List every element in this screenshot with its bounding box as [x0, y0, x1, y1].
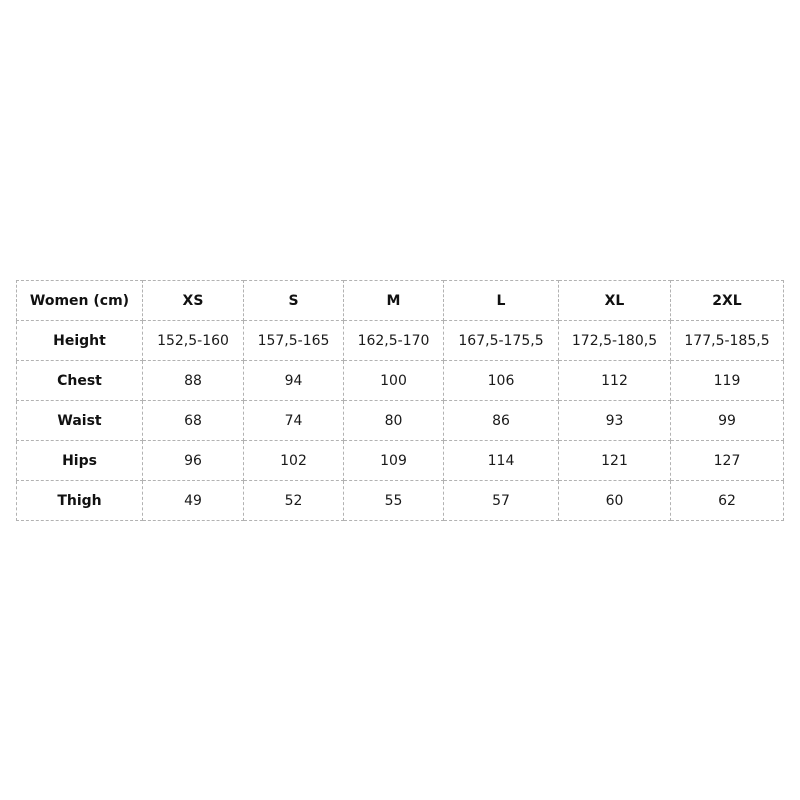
- row-label-hips: Hips: [17, 441, 143, 481]
- table-cell: 68: [143, 401, 244, 441]
- row-label-height: Height: [17, 321, 143, 361]
- table-cell: 62: [671, 481, 784, 521]
- table-cell: 109: [344, 441, 444, 481]
- table-cell: 93: [559, 401, 671, 441]
- table-cell: 55: [344, 481, 444, 521]
- column-header-2xl: 2XL: [671, 281, 784, 321]
- table-cell: 100: [344, 361, 444, 401]
- table-row-hips: [17, 441, 784, 481]
- table-cell: 112: [559, 361, 671, 401]
- table-cell: 121: [559, 441, 671, 481]
- table-cell: 74: [244, 401, 344, 441]
- column-header-m: M: [344, 281, 444, 321]
- row-label-waist: Waist: [17, 401, 143, 441]
- table-cell: 52: [244, 481, 344, 521]
- column-header-xl: XL: [559, 281, 671, 321]
- table-cell: 96: [143, 441, 244, 481]
- table-cell: 49: [143, 481, 244, 521]
- table-cell: 57: [444, 481, 559, 521]
- table-cell: 106: [444, 361, 559, 401]
- table-row-height: [17, 321, 784, 361]
- table-cell: 80: [344, 401, 444, 441]
- column-header-l: L: [444, 281, 559, 321]
- size-table: [16, 280, 784, 521]
- table-cell: 162,5-170: [344, 321, 444, 361]
- column-header-women-cm: Women (cm): [17, 281, 143, 321]
- table-row-thigh: [17, 481, 784, 521]
- table-cell: 94: [244, 361, 344, 401]
- table-cell: 88: [143, 361, 244, 401]
- table-cell: 157,5-165: [244, 321, 344, 361]
- column-header-s: S: [244, 281, 344, 321]
- table-cell: 119: [671, 361, 784, 401]
- table-cell: 152,5-160: [143, 321, 244, 361]
- table-cell: 99: [671, 401, 784, 441]
- table-cell: 86: [444, 401, 559, 441]
- table-cell: 172,5-180,5: [559, 321, 671, 361]
- table-cell: 177,5-185,5: [671, 321, 784, 361]
- table-cell: 60: [559, 481, 671, 521]
- table-row-waist: [17, 401, 784, 441]
- table-cell: 167,5-175,5: [444, 321, 559, 361]
- column-header-xs: XS: [143, 281, 244, 321]
- table-row-chest: [17, 361, 784, 401]
- row-label-chest: Chest: [17, 361, 143, 401]
- table-header-row: [17, 281, 784, 321]
- table-cell: 102: [244, 441, 344, 481]
- row-label-thigh: Thigh: [17, 481, 143, 521]
- table-cell: 127: [671, 441, 784, 481]
- table-cell: 114: [444, 441, 559, 481]
